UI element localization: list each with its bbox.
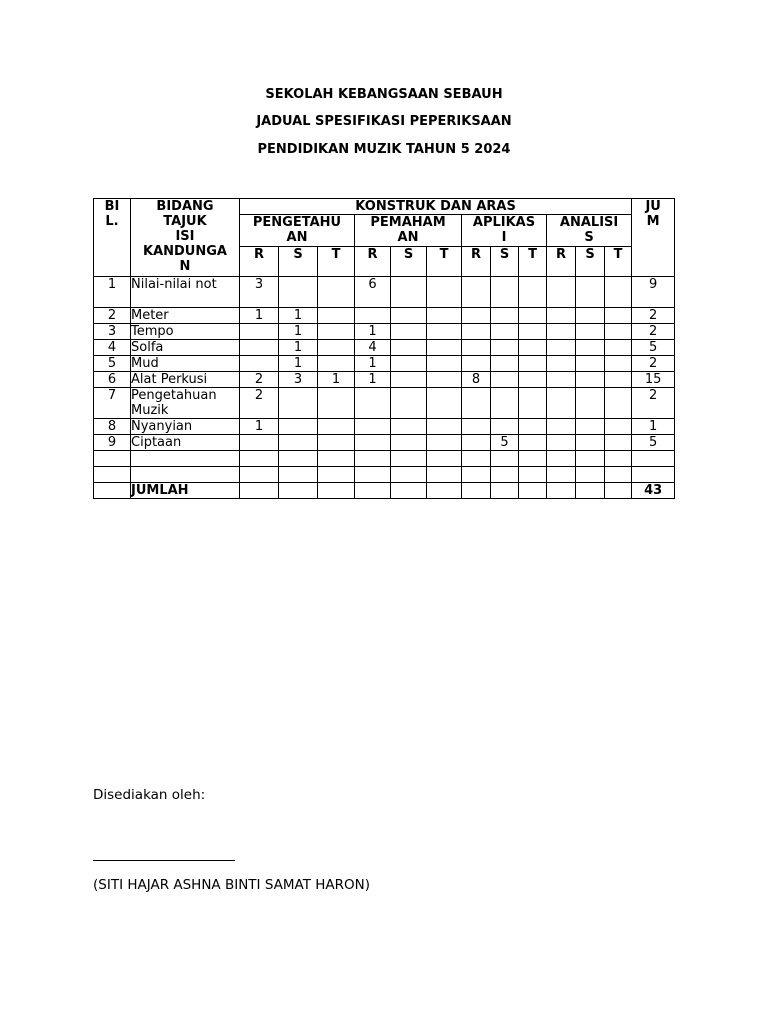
row-number: 1 xyxy=(94,277,131,308)
total-empty-cell xyxy=(605,483,632,499)
level-count-cell xyxy=(519,308,547,324)
level-count-cell xyxy=(519,451,547,467)
level-count-cell xyxy=(427,356,462,372)
row-total: 2 xyxy=(632,308,675,324)
table-row xyxy=(94,308,675,324)
level-count-cell xyxy=(318,451,355,467)
level-count-cell xyxy=(279,467,318,483)
level-count-cell: 1 xyxy=(240,308,279,324)
document-title: JADUAL SPESIFIKASI PEPERIKSAAN xyxy=(256,114,512,129)
level-count-cell xyxy=(462,467,491,483)
level-count-cell xyxy=(355,451,391,467)
school-name: SEKOLAH KEBANGSAAN SEBAUH xyxy=(265,87,503,102)
level-count-cell xyxy=(576,340,605,356)
table-row xyxy=(94,277,675,308)
level-count-cell xyxy=(391,324,427,340)
level-count-cell xyxy=(240,340,279,356)
total-empty-cell xyxy=(279,483,318,499)
header-pemahaman: PEMAHAM AN xyxy=(355,215,462,247)
level-count-cell xyxy=(519,467,547,483)
total-empty-cell xyxy=(519,483,547,499)
level-count-cell xyxy=(576,324,605,340)
level-count-cell xyxy=(576,308,605,324)
level-count-cell xyxy=(355,388,391,419)
level-count-cell xyxy=(547,467,576,483)
level-count-cell xyxy=(355,435,391,451)
row-total xyxy=(632,467,675,483)
prepared-by-label: Disediakan oleh: xyxy=(93,787,206,803)
total-empty-cell xyxy=(240,483,279,499)
level-count-cell xyxy=(391,340,427,356)
row-total: 15 xyxy=(632,372,675,388)
level-count-cell xyxy=(427,340,462,356)
level-count-cell xyxy=(491,419,519,435)
total-empty-cell xyxy=(576,483,605,499)
specification-table xyxy=(93,198,675,499)
table-row xyxy=(94,451,675,467)
level-count-cell: 3 xyxy=(240,277,279,308)
level-count-cell xyxy=(462,308,491,324)
row-topic: Meter xyxy=(131,308,240,324)
level-count-cell xyxy=(462,324,491,340)
level-count-cell xyxy=(605,467,632,483)
level-header-cell: T xyxy=(427,247,462,277)
level-count-cell xyxy=(519,340,547,356)
row-topic: Alat Perkusi xyxy=(131,372,240,388)
level-count-cell xyxy=(462,277,491,308)
level-count-cell xyxy=(519,372,547,388)
level-count-cell xyxy=(279,451,318,467)
total-empty-cell xyxy=(355,483,391,499)
level-count-cell xyxy=(427,467,462,483)
level-count-cell xyxy=(391,467,427,483)
level-header-cell: S xyxy=(491,247,519,277)
table-row xyxy=(94,356,675,372)
row-topic: Pengetahuan Muzik xyxy=(131,388,240,419)
level-count-cell xyxy=(491,451,519,467)
level-count-cell xyxy=(605,388,632,419)
total-empty-cell xyxy=(318,483,355,499)
header-konstruk: KONSTRUK DAN ARAS xyxy=(240,199,632,215)
header-pengetahuan: PENGETAHU AN xyxy=(240,215,355,247)
header-bil: BI L. xyxy=(94,199,131,277)
level-count-cell xyxy=(279,277,318,308)
row-total: 1 xyxy=(632,419,675,435)
row-number: 3 xyxy=(94,324,131,340)
row-topic xyxy=(131,467,240,483)
level-count-cell xyxy=(605,308,632,324)
row-total: 2 xyxy=(632,388,675,419)
level-count-cell: 1 xyxy=(355,324,391,340)
level-count-cell: 1 xyxy=(240,419,279,435)
level-count-cell xyxy=(279,419,318,435)
level-count-cell: 4 xyxy=(355,340,391,356)
level-count-cell xyxy=(391,277,427,308)
level-count-cell: 8 xyxy=(462,372,491,388)
table-row xyxy=(94,340,675,356)
table-row xyxy=(94,435,675,451)
level-count-cell: 2 xyxy=(240,372,279,388)
level-count-cell: 3 xyxy=(279,372,318,388)
level-count-cell xyxy=(491,308,519,324)
level-count-cell xyxy=(547,419,576,435)
level-count-cell: 6 xyxy=(355,277,391,308)
level-count-cell xyxy=(240,451,279,467)
row-number: 7 xyxy=(94,388,131,419)
level-header-cell: T xyxy=(519,247,547,277)
row-total: 9 xyxy=(632,277,675,308)
row-number xyxy=(94,467,131,483)
level-count-cell xyxy=(547,308,576,324)
level-count-cell xyxy=(318,467,355,483)
table-row xyxy=(94,324,675,340)
level-count-cell xyxy=(519,388,547,419)
level-count-cell xyxy=(318,419,355,435)
level-count-cell xyxy=(462,435,491,451)
level-count-cell xyxy=(462,419,491,435)
subject-title: PENDIDIKAN MUZIK TAHUN 5 2024 xyxy=(257,142,511,157)
table-row xyxy=(94,419,675,435)
level-count-cell xyxy=(355,308,391,324)
level-count-cell xyxy=(427,372,462,388)
row-number: 9 xyxy=(94,435,131,451)
total-empty-cell xyxy=(94,483,131,499)
level-header-cell: R xyxy=(240,247,279,277)
level-count-cell xyxy=(576,277,605,308)
level-count-cell xyxy=(519,435,547,451)
level-count-cell: 1 xyxy=(279,356,318,372)
level-header-cell: R xyxy=(462,247,491,277)
level-count-cell xyxy=(462,388,491,419)
level-count-cell xyxy=(279,388,318,419)
level-count-cell xyxy=(462,356,491,372)
total-empty-cell xyxy=(462,483,491,499)
level-count-cell xyxy=(547,435,576,451)
level-count-cell xyxy=(519,356,547,372)
level-count-cell xyxy=(605,340,632,356)
level-count-cell xyxy=(427,388,462,419)
level-header-cell: S xyxy=(576,247,605,277)
level-header-cell: S xyxy=(279,247,318,277)
level-count-cell xyxy=(391,372,427,388)
level-count-cell xyxy=(519,419,547,435)
level-count-cell xyxy=(391,435,427,451)
level-count-cell xyxy=(427,324,462,340)
level-count-cell xyxy=(605,324,632,340)
level-count-cell xyxy=(240,435,279,451)
level-count-cell xyxy=(240,467,279,483)
level-count-cell: 1 xyxy=(279,324,318,340)
table-row xyxy=(94,372,675,388)
level-count-cell xyxy=(318,435,355,451)
level-count-cell: 1 xyxy=(318,372,355,388)
total-empty-cell xyxy=(391,483,427,499)
level-count-cell xyxy=(605,372,632,388)
level-count-cell xyxy=(391,419,427,435)
level-count-cell xyxy=(605,277,632,308)
row-topic xyxy=(131,451,240,467)
level-count-cell xyxy=(491,324,519,340)
level-count-cell: 1 xyxy=(355,372,391,388)
level-count-cell xyxy=(355,467,391,483)
row-topic: Nyanyian xyxy=(131,419,240,435)
level-count-cell xyxy=(605,451,632,467)
level-count-cell xyxy=(462,340,491,356)
total-empty-cell xyxy=(547,483,576,499)
level-count-cell xyxy=(391,308,427,324)
row-total: 5 xyxy=(632,435,675,451)
level-count-cell: 1 xyxy=(279,308,318,324)
row-total: 5 xyxy=(632,340,675,356)
level-count-cell: 2 xyxy=(240,388,279,419)
level-count-cell xyxy=(547,356,576,372)
level-count-cell xyxy=(391,388,427,419)
level-count-cell: 5 xyxy=(491,435,519,451)
level-count-cell: 1 xyxy=(279,340,318,356)
level-count-cell xyxy=(318,324,355,340)
table-row xyxy=(94,467,675,483)
total-row xyxy=(94,483,675,499)
level-header-cell: T xyxy=(605,247,632,277)
level-count-cell xyxy=(576,356,605,372)
level-count-cell xyxy=(427,419,462,435)
level-count-cell xyxy=(576,388,605,419)
level-count-cell xyxy=(318,356,355,372)
row-number xyxy=(94,451,131,467)
row-number: 5 xyxy=(94,356,131,372)
level-count-cell xyxy=(427,435,462,451)
row-number: 4 xyxy=(94,340,131,356)
level-count-cell xyxy=(279,435,318,451)
level-count-cell xyxy=(605,419,632,435)
level-count-cell xyxy=(519,324,547,340)
row-number: 2 xyxy=(94,308,131,324)
header-analisis: ANALISI S xyxy=(547,215,632,247)
level-header-cell: R xyxy=(355,247,391,277)
level-header-cell: T xyxy=(318,247,355,277)
level-count-cell xyxy=(491,467,519,483)
row-topic: Nilai-nilai not xyxy=(131,277,240,308)
grand-total: 43 xyxy=(632,483,675,499)
level-count-cell xyxy=(519,277,547,308)
level-count-cell xyxy=(576,451,605,467)
level-count-cell xyxy=(605,356,632,372)
level-count-cell xyxy=(491,372,519,388)
level-count-cell xyxy=(576,435,605,451)
row-total xyxy=(632,451,675,467)
row-total: 2 xyxy=(632,356,675,372)
level-count-cell xyxy=(576,467,605,483)
level-count-cell xyxy=(605,435,632,451)
signature-line xyxy=(93,860,235,861)
header-bidang: BIDANG TAJUK ISI KANDUNGA N xyxy=(131,199,240,277)
header-jum: JU M xyxy=(632,199,675,277)
level-count-cell xyxy=(318,340,355,356)
level-count-cell xyxy=(547,340,576,356)
row-number: 8 xyxy=(94,419,131,435)
row-total: 2 xyxy=(632,324,675,340)
row-topic: Mud xyxy=(131,356,240,372)
level-count-cell xyxy=(318,277,355,308)
level-count-cell xyxy=(427,451,462,467)
level-count-cell xyxy=(427,277,462,308)
level-count-cell xyxy=(547,277,576,308)
level-count-cell xyxy=(391,356,427,372)
level-count-cell xyxy=(491,277,519,308)
row-number: 6 xyxy=(94,372,131,388)
header-aplikasi: APLIKAS I xyxy=(462,215,547,247)
level-count-cell xyxy=(547,324,576,340)
level-count-cell xyxy=(427,308,462,324)
preparer-name: (SITI HAJAR ASHNA BINTI SAMAT HARON) xyxy=(93,877,371,893)
level-header-cell: S xyxy=(391,247,427,277)
level-count-cell xyxy=(576,419,605,435)
table-row xyxy=(94,388,675,419)
level-count-cell xyxy=(318,308,355,324)
table-body xyxy=(94,277,675,499)
level-count-cell xyxy=(491,388,519,419)
row-topic: Solfa xyxy=(131,340,240,356)
level-count-cell xyxy=(391,451,427,467)
row-topic: Tempo xyxy=(131,324,240,340)
level-count-cell xyxy=(547,451,576,467)
total-empty-cell xyxy=(427,483,462,499)
level-count-cell xyxy=(318,388,355,419)
level-header-cell: R xyxy=(547,247,576,277)
level-count-cell xyxy=(462,451,491,467)
level-count-cell xyxy=(240,324,279,340)
level-count-cell: 1 xyxy=(355,356,391,372)
row-topic: Ciptaan xyxy=(131,435,240,451)
level-count-cell xyxy=(355,419,391,435)
total-empty-cell xyxy=(491,483,519,499)
total-label: JUMLAH xyxy=(131,483,240,499)
level-count-cell xyxy=(547,388,576,419)
level-count-cell xyxy=(576,372,605,388)
level-count-cell xyxy=(491,356,519,372)
level-count-cell xyxy=(240,356,279,372)
level-count-cell xyxy=(547,372,576,388)
table-header xyxy=(94,199,675,277)
level-count-cell xyxy=(491,340,519,356)
